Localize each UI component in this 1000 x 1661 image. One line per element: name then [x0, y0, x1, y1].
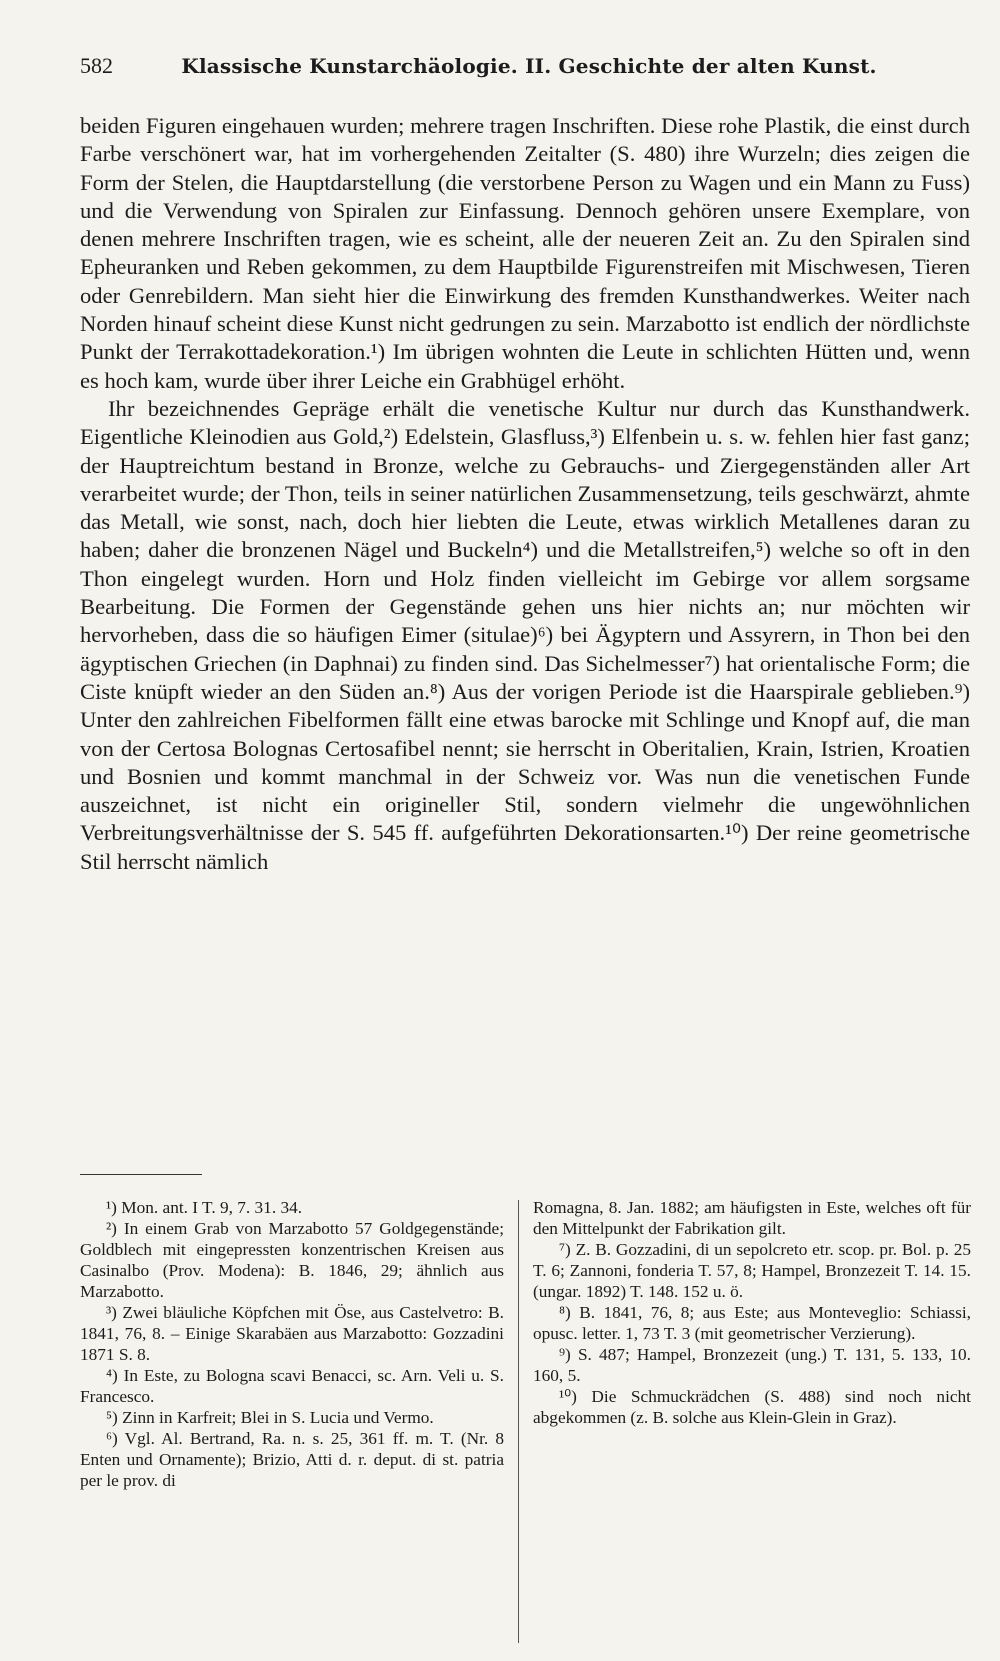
page-number: 582 — [80, 53, 113, 78]
footnote: ⁹) S. 487; Hampel, Bronzezeit (ung.) T. 131, 5. 133, 10. 160, 5. — [533, 1345, 971, 1385]
footnote: ⁶) Vgl. Al. Bertrand, Ra. n. s. 25, 361 ff. m. T. (Nr. 8 Enten und Ornamente); Brizio, Atti d. r. deput. di st. patria per le prov. di — [80, 1429, 504, 1490]
footnote: ¹) Mon. ant. I T. 9, 7. 31. 34. — [106, 1198, 303, 1217]
footnote: ⁷) Z. B. Gozzadini, di un sepolcreto etr. scop. pr. Bol. p. 25 T. 6; Zannoni, fonderia T. 57, 8; Hampel, Bronzezeit T. 14. 15. (ungar. 1892) T. 148. 152 u. ö. — [533, 1240, 971, 1301]
body-paragraph: Ihr bezeichnendes Gepräge erhält die venetische Kultur nur durch das Kunsthandwerk. Eigentliche Kleinodien aus Gold,²) Edelstein, Glasfluss,³) Elfenbein u. s. w. fehlen hier fast ganz; der Hauptreichtum bestand in Bronze, welche zu Gebrauchs- und Ziergegenständen aller Art verarbeitet wurde; der Thon, teils in seiner natürlichen Zusammensetzung, teils geschwärzt, ahmte das Metall, wie sonst, nach, doch hier liebten die Leute, etwas wirklich Metallenes daran zu haben; daher die bronzenen Nägel und Buckeln⁴) und die Metallstreifen,⁵) welche so oft in den Thon eingelegt wurden. Horn und Holz finden vielleicht im Gebirge vor allem sorgsame Bearbeitung. Die Formen der Gegenstände gehen uns hier nichts an; nur möchten wir hervorheben, dass die so häufigen Eimer (situlae)⁶) bei Ägyptern und Assyrern, in Thon bei den ägyptischen Griechen (in Daphnai) zu finden sind. Das Sichelmesser⁷) hat orientalische Form; die Ciste knüpft wieder an den Süden an.⁸) Aus der vorigen Periode ist die Haarspirale geblieben.⁹) Unter den zahlreichen Fibelformen fällt eine etwas barocke mit Schlinge und Knopf auf, die man von der Certosa Bolognas Certosafibel nennt; sie herrscht in Oberitalien, Krain, Istrien, Kroatien und Bosnien und kommt manchmal in der Schweiz vor. Was nun die venetischen Funde auszeichnet, ist nicht ein origineller Stil, sondern vielmehr die ungewöhnlichen Verbreitungsverhältnisse der S. 545 ff. aufgeführten Dekorationsarten.¹⁰) Der reine geometrische Stil herrscht nämlich — [80, 395, 970, 874]
footnote-column-divider — [518, 1200, 519, 1643]
footnote: ⁴) In Este, zu Bologna scavi Benacci, sc. Arn. Veli u. S. Francesco. — [80, 1366, 504, 1406]
footnote: ³) Zwei bläuliche Köpfchen mit Öse, aus Castelvetro: B. 1841, 76, 8. – Einige Skarabäen aus Marzabotto: Gozzadini 1871 S. 8. — [80, 1303, 504, 1364]
footnotes-right-column — [533, 1197, 971, 1428]
footnote: ¹⁰) Die Schmuckrädchen (S. 488) sind noch nicht abgekommen (z. B. solche aus Klein-Glein in Graz). — [533, 1387, 971, 1427]
main-text — [80, 112, 970, 876]
running-header — [80, 52, 930, 80]
footnote: ²) In einem Grab von Marzabotto 57 Goldgegenstände; Goldblech mit eingepressten konzentrischen Kreisen aus Casinalbo (Prov. Modena): B. 1846, 29; ähnlich aus Marzabotto. — [80, 1219, 504, 1301]
footnote: ⁸) B. 1841, 76, 8; aus Este; aus Monteveglio: Schiassi, opusc. letter. 1, 73 T. 3 (mit geometrischer Verzierung). — [533, 1303, 971, 1343]
footnote: ⁵) Zinn in Karfreit; Blei in S. Lucia und Vermo. — [106, 1408, 434, 1427]
body-paragraph: beiden Figuren eingehauen wurden; mehrere tragen Inschriften. Diese rohe Plastik, die einst durch Farbe verschönert war, hat im vorhergehenden Zeitalter (S. 480) ihre Wurzeln; dies zeigen die Form der Stelen, die Hauptdarstellung (die verstorbene Person zu Wagen und ein Mann zu Fuss) und die Verwendung von Spiralen zur Einfassung. Dennoch gehören unsere Exemplare, von denen mehrere Inschriften tragen, wie es scheint, alle der neueren Zeit an. Zu den Spiralen sind Epheuranken und Reben gekommen, zu dem Hauptbilde Figurenstreifen mit Mischwesen, Tieren oder Genrebildern. Man sieht hier die Einwirkung des fremden Kunsthandwerkes. Weiter nach Norden hinauf scheint diese Kunst nicht gedrungen zu sein. Marzabotto ist endlich der nördlichste Punkt der Terrakottadekoration.¹) Im übrigen wohnten die Leute in schlichten Hütten und, wenn es hoch kam, wurde über ihrer Leiche ein Grabhügel erhöht. — [80, 113, 970, 393]
footnotes-left-column — [80, 1197, 504, 1491]
footnote-separator — [80, 1174, 202, 1175]
running-title: Klassische Kunstarchäologie. II. Geschichte der alten Kunst. — [181, 54, 877, 78]
footnote-continuation: Romagna, 8. Jan. 1882; am häufigsten in Este, welches oft für den Mittelpunkt der Fabrikation gilt. — [533, 1198, 971, 1238]
